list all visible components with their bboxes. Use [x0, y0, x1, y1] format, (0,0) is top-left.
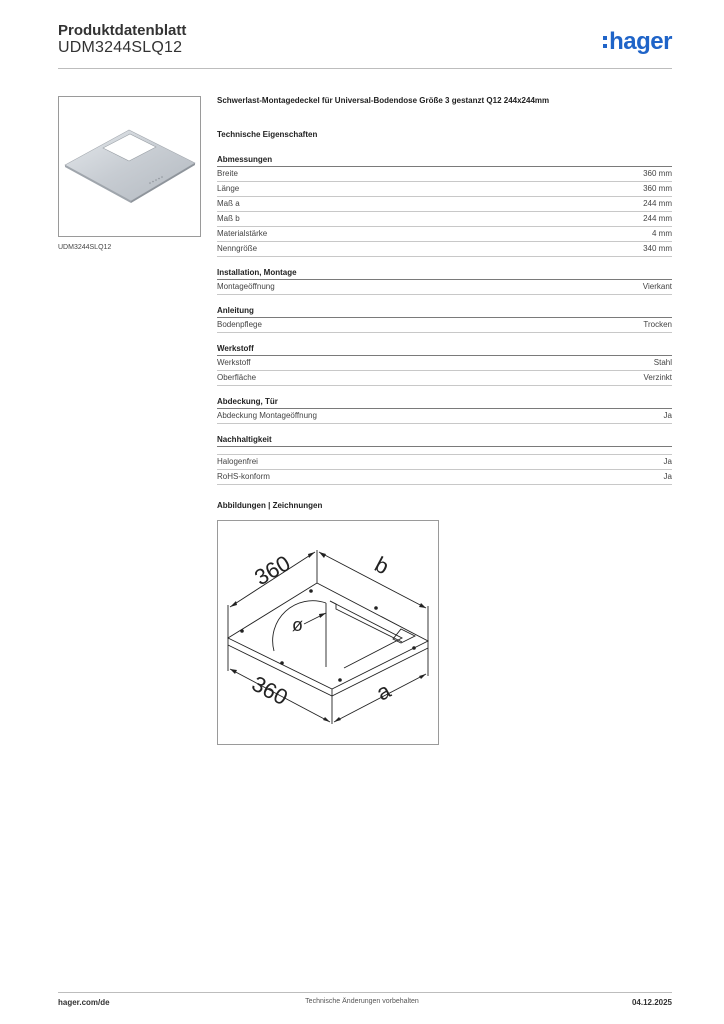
- dimension-label-bottom-right: a: [372, 677, 395, 706]
- spec-row: [217, 167, 672, 182]
- section-heading: Werkstoff: [217, 343, 672, 356]
- spec-value: 244 mm: [643, 214, 672, 223]
- spec-label: Länge: [217, 184, 240, 193]
- spec-label: Abdeckung Montageöffnung: [217, 411, 317, 420]
- footer-divider: [58, 992, 672, 993]
- product-code: UDM3244SLQ12: [58, 39, 183, 56]
- spec-row: [217, 454, 672, 470]
- spec-label: Bodenpflege: [217, 320, 262, 329]
- spec-row: [217, 470, 672, 485]
- section-dimensions: [217, 154, 672, 257]
- spec-label: Breite: [217, 169, 238, 178]
- spec-row: [217, 356, 672, 371]
- page-title: Produktdatenblatt: [58, 22, 187, 39]
- spec-label: Oberfläche: [217, 373, 257, 382]
- dimension-label-top-left: 360: [250, 550, 295, 591]
- header-divider: [58, 68, 672, 69]
- section-material: [217, 343, 672, 386]
- spec-value: Stahl: [653, 358, 672, 367]
- spec-value: 340 mm: [643, 244, 672, 253]
- section-heading: Nachhaltigkeit: [217, 434, 672, 447]
- dimension-label-top-right: b: [370, 551, 394, 580]
- dimension-label-bottom-left: 360: [247, 670, 292, 711]
- spec-value: Verzinkt: [643, 373, 672, 382]
- spec-value: 360 mm: [643, 184, 672, 193]
- spec-value: Trocken: [643, 320, 672, 329]
- spec-value: 244 mm: [643, 199, 672, 208]
- product-image: [58, 96, 201, 237]
- technical-properties-heading: Technische Eigenschaften: [217, 130, 318, 139]
- product-description: Schwerlast-Montagedeckel für Universal-Bodendose Größe 3 gestanzt Q12 244x244mm: [217, 96, 550, 105]
- footer-website-link[interactable]: hager.com/de: [58, 998, 110, 1007]
- spec-label: Werkstoff: [217, 358, 251, 367]
- spec-value: Ja: [663, 457, 672, 466]
- spec-row: [217, 318, 672, 333]
- spec-value: 4 mm: [652, 229, 672, 238]
- dimension-label-diameter: ø: [292, 615, 303, 635]
- hager-logo: [603, 28, 672, 56]
- spec-label: Nenngröße: [217, 244, 258, 253]
- section-heading: Abdeckung, Tür: [217, 396, 672, 409]
- spec-value: Ja: [663, 411, 672, 420]
- product-details: [217, 96, 672, 510]
- cover-plate-illustration: [59, 97, 200, 236]
- technical-drawing: [217, 520, 439, 745]
- spec-row: [217, 197, 672, 212]
- spec-row: [217, 227, 672, 242]
- section-instructions: [217, 305, 672, 333]
- spec-label: Montageöffnung: [217, 282, 275, 291]
- spec-value: 360 mm: [643, 169, 672, 178]
- spec-label: Halogenfrei: [217, 457, 258, 466]
- section-heading: Installation, Montage: [217, 267, 672, 280]
- section-cover: [217, 396, 672, 424]
- dimension-drawing-illustration: [218, 521, 438, 744]
- spec-row: [217, 212, 672, 227]
- spec-label: Maß a: [217, 199, 240, 208]
- logo-colon-icon: [603, 36, 607, 48]
- section-sustainability: [217, 434, 672, 485]
- spec-label: RoHS-konform: [217, 472, 270, 481]
- spec-row: [217, 280, 672, 295]
- product-image-caption: UDM3244SLQ12: [58, 244, 112, 251]
- spec-label: Materialstärke: [217, 229, 268, 238]
- spec-value: Vierkant: [642, 282, 672, 291]
- spec-row: [217, 182, 672, 197]
- logo-text: hager: [609, 28, 672, 55]
- spec-row: [217, 371, 672, 386]
- section-installation: [217, 267, 672, 295]
- footer-disclaimer: Technische Änderungen vorbehalten: [305, 998, 419, 1005]
- spec-row: [217, 242, 672, 257]
- section-heading: Abmessungen: [217, 154, 672, 167]
- spec-row: [217, 409, 672, 424]
- spec-label: Maß b: [217, 214, 240, 223]
- footer-date: 04.12.2025: [631, 998, 672, 1007]
- section-heading: Anleitung: [217, 305, 672, 318]
- spec-value: Ja: [663, 472, 672, 481]
- drawings-heading: Abbildungen | Zeichnungen: [217, 501, 323, 510]
